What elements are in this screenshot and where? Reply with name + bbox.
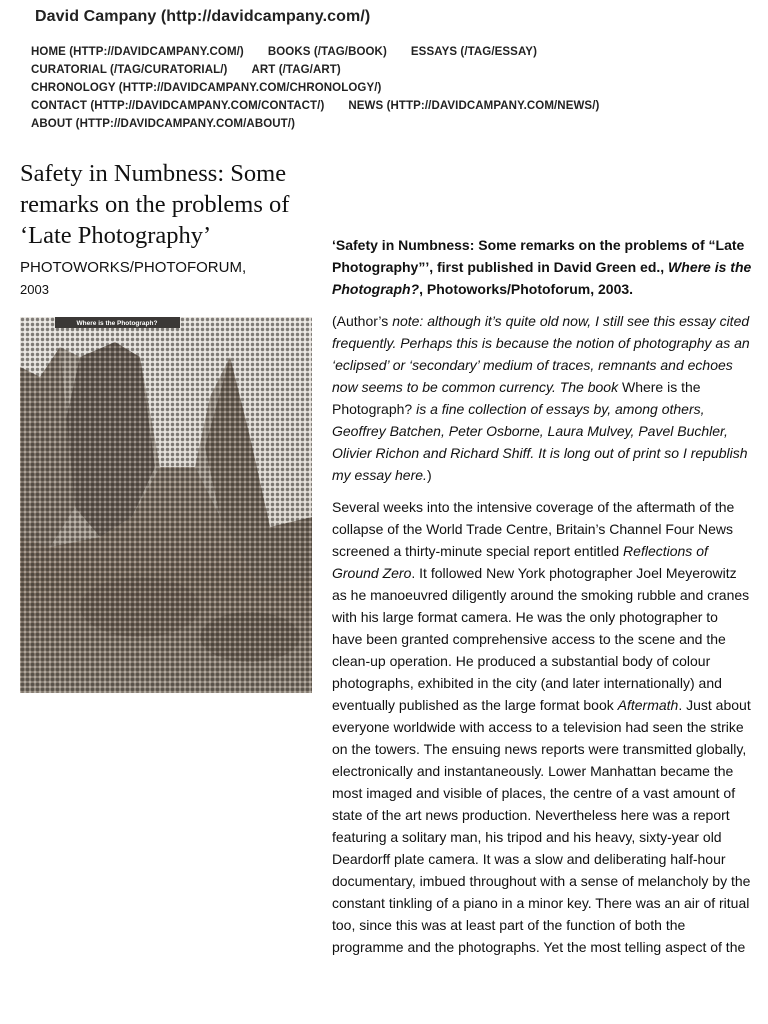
body-film-title: Reflections of Ground Zero [332,543,708,581]
note-text-a: (Author’s [332,313,393,329]
book-cover-image [20,317,312,693]
body-book-title: Aftermath [617,697,679,713]
nav-about-link[interactable]: ABOUT (HTTP://DAVIDCAMPANY.COM/ABOUT/) [31,118,296,130]
intro-text-2: , Photoworks/Photoforum, 2003. [419,281,634,297]
nav-art-link[interactable]: ART (/TAG/ART) [251,64,341,76]
body-text-2: . It followed New York photographer Joel Meyerowitz as he manoeuvred diligently around the smoking rubble and cranes with his large format camera. He was the only photographer to have been granted comprehensive access to the scene and the clean-up operation. He produced a substantial body of colour photographs, exhibited in the city (and later internationally) and eventually published as the large format book [332,565,750,713]
article-title: Safety in Numbness: Some remarks on the problems of ‘Late Photography’ [20,160,290,249]
intro-text-1: ‘Safety in Numbness: Some remarks on the problems of “Late Photography”’, first published in David Green ed., [332,237,745,275]
article-intro-paragraph [332,234,752,300]
main-nav [31,43,731,133]
nav-row-5 [31,115,731,133]
site-title-link[interactable]: David Campany (http://davidcampany.com/) [35,8,371,25]
nav-home-link[interactable]: HOME (HTTP://DAVIDCAMPANY.COM/) [31,46,244,58]
nav-row-2 [31,61,731,79]
intro-book-title: Where is the Photograph? [332,259,752,297]
article-publication: PHOTOWORKS/PHOTOFORUM, [20,259,247,276]
article-content [332,234,752,968]
note-text-d: is a fine collection of essays by, among others, Geoffrey Batchen, Peter Osborne, Laura Mulvey, Pavel Buchler, Olivier Richon and Richard Shiff. It is long out of print so I republish my essay here. [332,401,748,483]
note-text-e: ) [426,467,432,483]
nav-news-link[interactable]: NEWS (HTTP://DAVIDCAMPANY.COM/NEWS/) [348,100,600,112]
nav-essays-link[interactable]: ESSAYS (/TAG/ESSAY) [410,46,538,58]
nav-contact-link[interactable]: CONTACT (HTTP://DAVIDCAMPANY.COM/CONTACT/) [31,100,325,112]
note-text-b: note: although it’s quite old now, I still see this essay cited frequently. Perhaps this is because the notion of photography as an ‘eclipsed’ or ‘secondary’ medium of traces, remnants and echoes now seems to be common currency. The book [332,313,750,395]
article-year: 2003 [20,282,49,297]
body-text-3: . Just about everyone worldwide with access to a television had seen the strike on the towers. The ensuing news reports were transmitted globally, electronically and instantaneously. Lower Manhattan became the most imaged and visible of places, the centre of a vast amount of state of the art news production. Nevertheless here was a report featuring a solitary man, his tripod and his heavy, sixty-year old Deardorff plate camera. It was a slow and deliberating half-hour documentary, imbued throughout with a sense of melancholy by the constant tinkling of a piano in a minor key. There was an air of ritual too, since this was at least part of the function of both the programme and the photographs. Yet the most telling aspect of the [332,697,751,955]
body-text-1: Several weeks into the intensive coverage of the aftermath of the collapse of the World Trade Centre, Britain’s Channel Four News screened a thirty-minute special report entitled [332,499,735,559]
author-note-paragraph [332,310,752,486]
nav-curatorial-link[interactable]: CURATORIAL (/TAG/CURATORIAL/) [31,64,228,76]
nav-chronology-link[interactable]: CHRONOLOGY (HTTP://DAVIDCAMPANY.COM/CHRONOLOGY/) [31,82,382,94]
nav-row-1 [31,43,731,61]
nav-row-3 [31,79,731,97]
nav-row-4 [31,97,731,115]
note-text-c: Where is the Photograph? [332,379,701,417]
book-cover-label: Where is the Photograph? [76,320,158,327]
article-meta [20,257,310,301]
body-paragraph [332,496,752,958]
nav-books-link[interactable]: BOOKS (/TAG/BOOK) [267,46,387,58]
